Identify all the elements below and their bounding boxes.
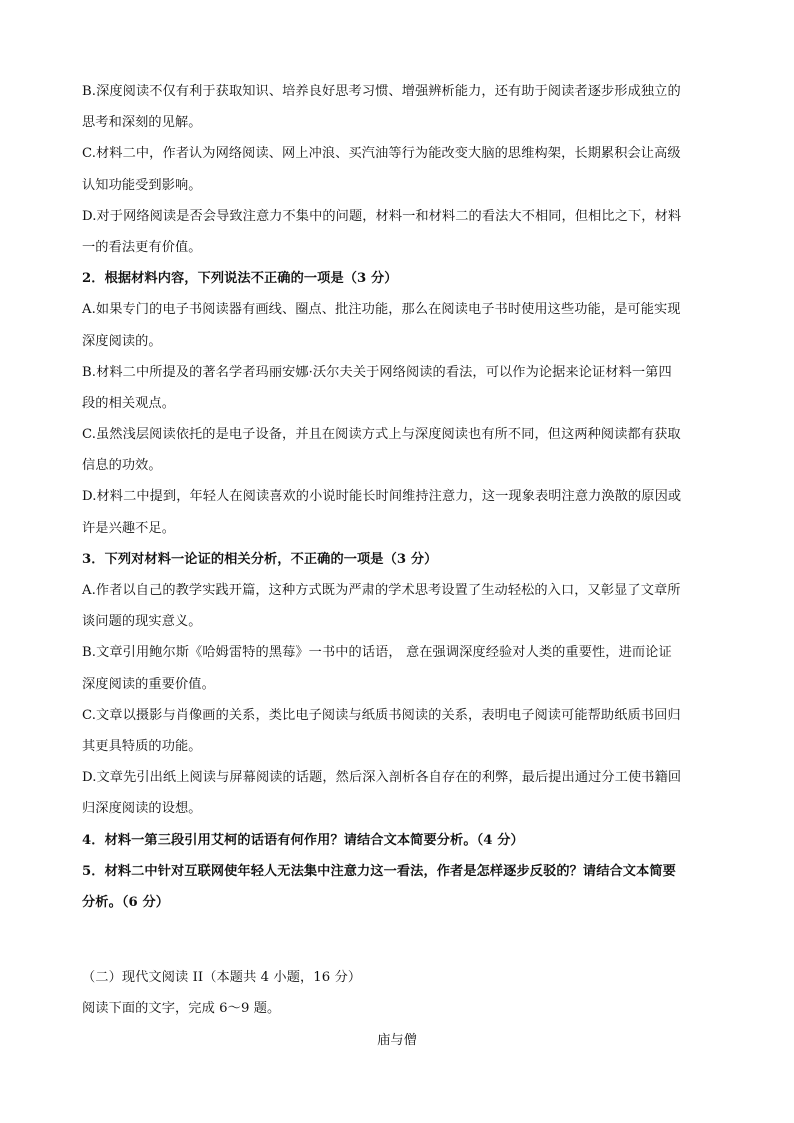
text-line: B.文章引用鲍尔斯《哈姆雷特的黑莓》一书中的话语， 意在强调深度经验对人类的重要性，进而论证: [82, 645, 672, 661]
text-line: A.作者以自己的教学实践开篇，这种方式既为严肃的学术思考设置了生动轻松的入口，又彰显了文章所: [82, 583, 681, 598]
text-line: 信息的功效。: [82, 458, 162, 474]
text-line: 其更具特质的功能。: [82, 738, 202, 754]
question-stem: 4．材料一第三段引用艾柯的话语有何作用？请结合文本简要分析。（4 分）: [82, 832, 524, 848]
text-line: C.材料二中，作者认为网络阅读、网上冲浪、买汽油等行为能改变大脑的思维构架，长期累积会让高级: [82, 146, 681, 162]
text-line: 段的相关观点。: [82, 395, 176, 411]
text-line: 归深度阅读的设想。: [82, 801, 202, 817]
section-instruction: 阅读下面的文字，完成 6～9 题。: [82, 1001, 281, 1017]
section-heading: （二）现代文阅读 II（本题共 4 小题，16 分）: [82, 970, 362, 985]
text-line: 深度阅读的。: [82, 333, 162, 349]
text-line: B.材料二中所提及的著名学者玛丽安娜·沃尔夫关于网络阅读的看法，可以作为论据来论证材料一第四: [82, 364, 672, 380]
text-line: C.虽然浅层阅读依托的是电子设备，并且在阅读方式上与深度阅读也有所不同，但这两种阅读都有获取: [82, 427, 681, 443]
text-line: A.如果专门的电子书阅读器有画线、圈点、批注功能，那么在阅读电子书时使用这些功能，是可能实现: [82, 302, 681, 318]
text-line: 深度阅读的重要价值。: [82, 676, 215, 692]
text-line: 许是兴趣不足。: [82, 520, 176, 536]
article-title: 庙与僧: [377, 1033, 417, 1048]
text-line: D.文章先引出纸上阅读与屏幕阅读的话题，然后深入剖析各自存在的利弊，最后提出通过分工使书籍回: [82, 770, 682, 786]
question-stem: 3．下列对材料一论证的相关分析，不正确的一项是（3 分）: [82, 551, 438, 567]
section-two: [82, 962, 714, 1024]
text-line: D.对于网络阅读是否会导致注意力不集中的问题，材料一和材料二的看法大不相同，但相比之下，材料: [82, 208, 682, 224]
text-line: D.材料二中提到，年轻人在阅读喜欢的小说时能长时间维持注意力，这一现象表明注意力涣散的原因或: [82, 489, 682, 505]
text-line: 一的看法更有价值。: [82, 239, 202, 255]
question-stem: 分析。（6 分）: [82, 894, 170, 910]
text-line: 思考和深刻的见解。: [82, 115, 202, 131]
question-stem: 5．材料二中针对互联网使年轻人无法集中注意力这一看法，作者是怎样逐步反驳的？请结合文本简要: [82, 863, 676, 879]
text-line: C.文章以摄影与肖像画的关系，类比电子阅读与纸质书阅读的关系，表明电子阅读可能帮助纸质书回归: [82, 707, 681, 723]
question-stem: 2．根据材料内容，下列说法不正确的一项是（3 分）: [82, 271, 398, 287]
question-block: [82, 76, 714, 918]
text-line: 谈问题的现实意义。: [82, 614, 202, 630]
text-line: 认知功能受到影响。: [82, 177, 202, 193]
text-line: B.深度阅读不仅有利于获取知识、培养良好思考习惯、增强辨析能力，还有助于阅读者逐步形成独立的: [82, 84, 681, 99]
